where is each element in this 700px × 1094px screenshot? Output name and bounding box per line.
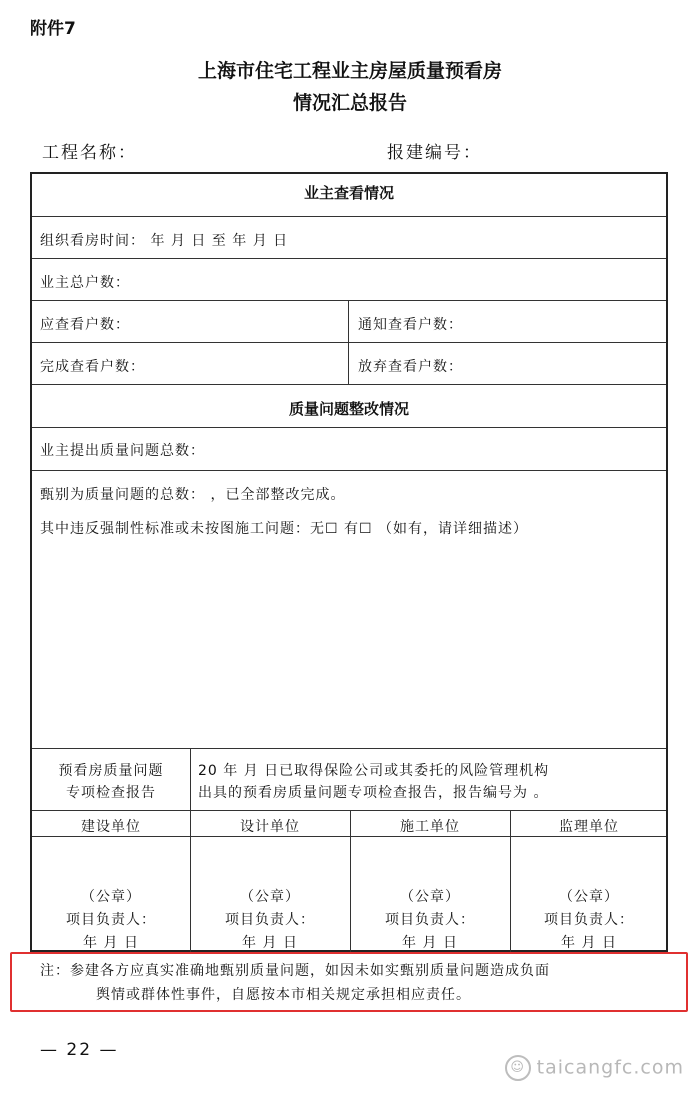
completed-check-label: 完成查看户数： xyxy=(40,359,145,375)
unit-seal: （公章） xyxy=(240,889,300,905)
report-table xyxy=(30,172,668,952)
unit-date: 年 月 日 xyxy=(83,935,139,951)
watermark-text: taicangfc.com xyxy=(536,1056,684,1079)
unit-name: 设计单位 xyxy=(240,819,300,835)
unit-seal: （公章） xyxy=(559,889,619,905)
total-issues-label: 业主提出质量问题总数： xyxy=(40,443,205,459)
inspection-label-line-1: 预看房质量问题 xyxy=(58,763,164,779)
unit-leader-label: 项目负责人： xyxy=(66,912,156,928)
watermark-logo-icon: ☺ xyxy=(505,1055,531,1081)
unit-leader-label: 项目负责人： xyxy=(385,912,475,928)
should-check-label: 应查看户数： xyxy=(40,317,130,333)
watermark xyxy=(505,1055,684,1081)
unit-date: 年 月 日 xyxy=(561,935,617,951)
inspection-label-line-2: 专项检查报告 xyxy=(66,785,156,801)
total-households-label: 业主总户数： xyxy=(40,275,130,291)
rectify-section-header: 质量问题整改情况 xyxy=(288,400,409,418)
note-line-2: 舆情或群体性事件，自愿按本市相关规定承担相应责任。 xyxy=(96,987,471,1003)
unit-leader-label: 项目负责人： xyxy=(544,912,634,928)
org-time-line: 组织看房时间： 年 月 日 至 年 月 日 xyxy=(40,233,289,249)
violation-line: 其中违反强制性标准或未按图施工问题：无☐ 有☐ （如有，请详细描述） xyxy=(40,521,529,537)
project-name-label: 工程名称： xyxy=(42,143,137,163)
unit-seal: （公章） xyxy=(81,889,141,905)
notified-check-label: 通知查看户数： xyxy=(358,317,463,333)
filing-number-label: 报建编号： xyxy=(387,143,482,163)
attachment-label: 附件7 xyxy=(30,19,76,39)
unit-date: 年 月 日 xyxy=(402,935,458,951)
page-number: — 22 — xyxy=(40,1040,119,1060)
unit-name: 建设单位 xyxy=(81,819,141,835)
owner-section-header: 业主查看情况 xyxy=(303,184,394,202)
note-highlight-box xyxy=(10,952,688,1012)
unit-seal: （公章） xyxy=(400,889,460,905)
unit-date: 年 月 日 xyxy=(242,935,298,951)
screened-issues-line: 甄别为质量问题的总数： ，已全部整改完成。 xyxy=(40,487,346,503)
note-line-1: 注：参建各方应真实准确地甄别质量问题，如因未如实甄别质量问题造成负面 xyxy=(40,963,550,979)
title-line-1: 上海市住宅工程业主房屋质量预看房 xyxy=(197,60,502,82)
inspection-text-line-2: 出具的预看房质量问题专项检查报告，报告编号为 。 xyxy=(198,785,549,801)
abandoned-check-label: 放弃查看户数： xyxy=(358,359,463,375)
unit-leader-label: 项目负责人： xyxy=(225,912,315,928)
unit-name: 施工单位 xyxy=(400,819,460,835)
inspection-text-line-1: 20 年 月 日已取得保险公司或其委托的风险管理机构 xyxy=(198,763,550,779)
title-line-2: 情况汇总报告 xyxy=(292,92,407,114)
unit-name: 监理单位 xyxy=(559,819,619,835)
